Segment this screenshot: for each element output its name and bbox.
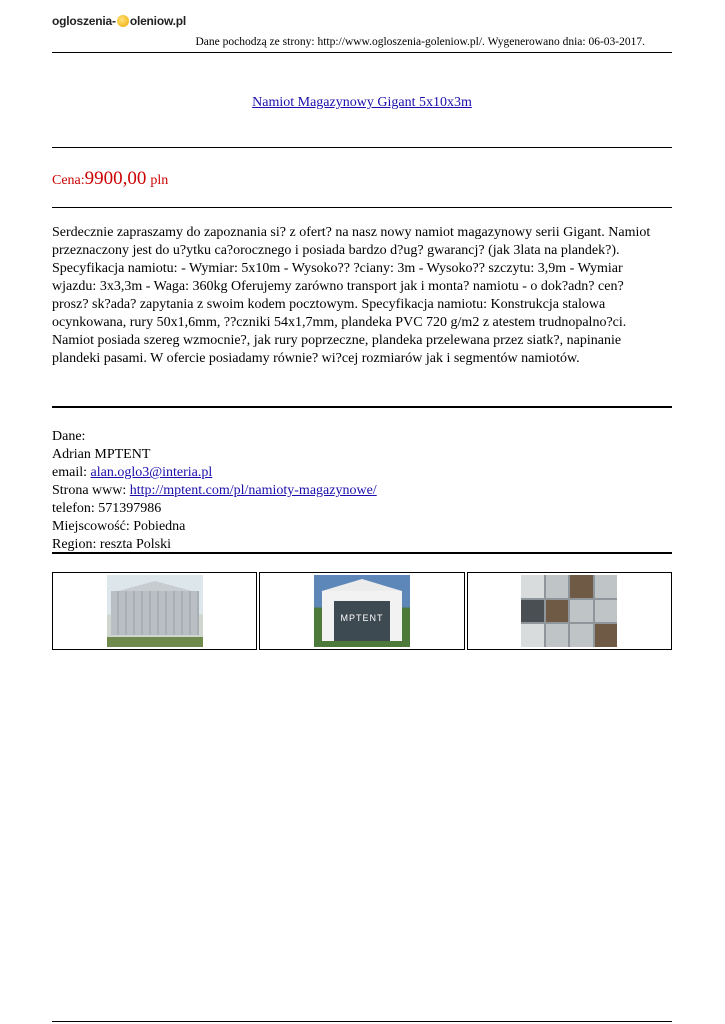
title-divider [52, 147, 672, 148]
contact-region: Region: reszta Polski [52, 537, 171, 552]
header-divider [52, 52, 672, 53]
tent-photo-details [521, 575, 617, 647]
tent-brand-text: MPTENT [340, 613, 384, 623]
tent-photo-side [107, 575, 203, 647]
ad-title-link[interactable]: Namiot Magazynowy Gigant 5x10x3m [252, 95, 472, 110]
price-value: 9900,00 [84, 168, 147, 189]
gallery-cell-3[interactable] [467, 572, 672, 650]
contact-name: Adrian MPTENT [52, 447, 151, 462]
contact-heading: Dane: [52, 429, 86, 444]
email-label: email: [52, 465, 91, 480]
ad-description: Serdecznie zapraszamy do zapoznania si? z ofert? na nasz nowy namiot magazynowy serii Gigant. Namiot przeznaczony jest do u?ytku ca?orocznego i posiada bardzo d?ug? gwarancj? (jak 3lata na plandek?). Specyfikacja namiotu: - Wymiar: 5x10m - Wysoko?? ?ciany: 3m - Wysoko?? szczytu: 3,9m - Wymiar wjazdu: 3x3,3m - Waga: 360kg Oferujemy zarówno transport jak i monta? namiotu - o dok?adn? cen? prosz? sk?ada? zapytania z swoim kodem pocztowym. Specyfikacja namiotu: Konstrukcja stalowa ocynkowana, rury 50x1,6mm, ??czniki 54x1,7mm, plandeka PVC 720 g/m2 z atestem trudnopalno?ci. Namiot posiada szereg wzmocnie?, jak rury poprzeczne, plandeka przelewana przez siatk?, napinanie plandeki pasami. W ofercie posiadamy równie? wi?cej rozmiarów jak i segmentów namiotów. [52, 225, 651, 366]
ad-title [52, 95, 672, 111]
contact-www-row [52, 482, 377, 500]
photo-gallery [52, 572, 672, 650]
price-label: Cena: [52, 173, 85, 188]
contact-divider [52, 552, 672, 554]
contact-email-row [52, 464, 377, 482]
price-line [52, 168, 168, 190]
footer-divider [52, 1021, 672, 1022]
source-note: Dane pochodzą ze strony: http://www.ogloszenia-goleniow.pl/. Wygenerowano dnia: 06-03-2017. [195, 36, 645, 48]
contact-phone: telefon: 571397986 [52, 501, 162, 516]
www-label: Strona www: [52, 483, 130, 498]
email-link[interactable]: alan.oglo3@interia.pl [90, 465, 213, 480]
contact-block [52, 428, 377, 554]
price-currency: pln [150, 173, 169, 188]
tent-photo-front [314, 575, 410, 647]
contact-city: Miejscowość: Pobiedna [52, 519, 186, 534]
gallery-cell-2[interactable] [259, 572, 464, 650]
site-logo: ogloszenia- oleniow.pl [52, 14, 187, 28]
description-divider [52, 406, 672, 408]
logo-g-icon [117, 15, 129, 27]
price-divider [52, 207, 672, 208]
www-link[interactable]: http://mptent.com/pl/namioty-magazynowe/ [129, 483, 377, 498]
gallery-cell-1[interactable] [52, 572, 257, 650]
